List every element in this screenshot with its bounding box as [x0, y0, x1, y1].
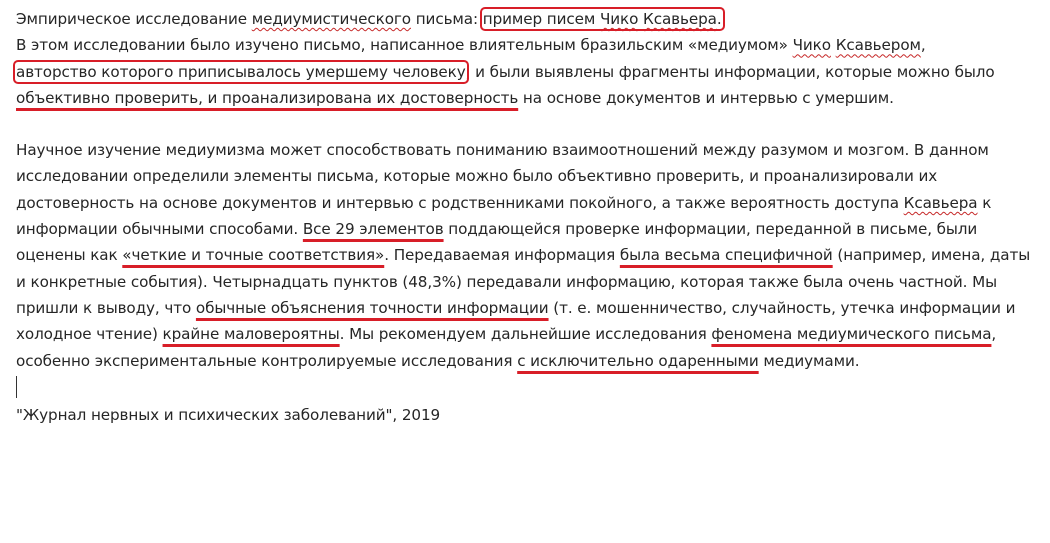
paragraph-text: , особенно экспериментальные контролируемые исследования [16, 325, 997, 370]
text-cursor [16, 376, 17, 398]
citation-footer: "Журнал нервных и психических заболеваний", 2019 [16, 405, 441, 424]
heading-text: Эмпирическое исследование [16, 10, 252, 28]
paragraph-text: (например, имена, даты и конкретные события). Четырнадцать пунктов (48,3%) передавали информацию, которая также была очень частной. Мы пришли к выводу, что [16, 246, 1031, 317]
red-underline-annotation: Все 29 элементов [302, 220, 444, 239]
paragraph-text: . Передаваемая информация [384, 246, 620, 265]
paragraph-abstract [16, 137, 1041, 374]
red-underline-annotation: крайне маловероятны [162, 325, 340, 344]
misspelled-word: Ксавьера [643, 10, 717, 28]
red-underline-annotation: была весьма специфичной [619, 246, 833, 265]
paragraph-intro [16, 32, 1041, 111]
paragraph-text: медиумами. [758, 351, 860, 370]
paragraph-text: к информации обычными способами. [16, 193, 992, 239]
paragraph-text: , и были выявлены фрагменты информации, которые можно было [465, 62, 995, 81]
red-underline-annotation: объективно проверить, и проанализирована их достоверность [16, 88, 519, 107]
red-underline-annotation: «четкие и точные соответствия» [122, 246, 385, 265]
paragraph-text: на основе документов и интервью с умершим. [518, 88, 894, 107]
paragraph-text: , [920, 36, 926, 55]
paragraph-text: В этом исследовании было изучено письмо, написанное влиятельным бразильским «медиумом» [16, 36, 793, 55]
misspelled-word: Ксавьером [835, 36, 921, 55]
red-box-annotation [483, 10, 722, 28]
boxed-text: . [716, 10, 722, 28]
paragraph-text: (т. е. мошенничество, случайность, утечка информации и холодное чтение) [16, 298, 1016, 344]
red-underline-annotation: с исключительно одаренными [517, 351, 759, 370]
paragraph-gap [16, 111, 1041, 137]
paragraph-text: поддающейся проверке информации, переданной в письме, были оценены как [16, 220, 978, 265]
paragraph-text: Научное изучение медиумизма может способствовать пониманию взаимоотношений между разумом и мозгом. В данном исследовании определили элементы письма, которые можно было объективно проверить, и проанализировали их достоверность на основе документов и интервью с родственниками покойного, а также вероятность доступа [16, 141, 989, 212]
boxed-text: пример писем [482, 10, 600, 28]
misspelled-word: Чико [792, 36, 831, 55]
misspelled-word: Ксавьера [903, 193, 978, 212]
heading-text: письма: [411, 10, 483, 28]
red-underline-annotation: обычные объяснения точности информации [195, 298, 549, 317]
paragraph-text: . Мы рекомендуем дальнейшие исследования [339, 325, 712, 344]
red-box-annotation: авторство которого приписывалось умершему человеку [16, 62, 466, 81]
misspelled-word: Чико [599, 10, 639, 28]
red-underline-annotation: феномена медиумического письма [711, 325, 992, 344]
heading-line [16, 6, 1041, 32]
misspelled-word: медиумистического [251, 10, 411, 28]
document-body[interactable] [16, 6, 1041, 428]
